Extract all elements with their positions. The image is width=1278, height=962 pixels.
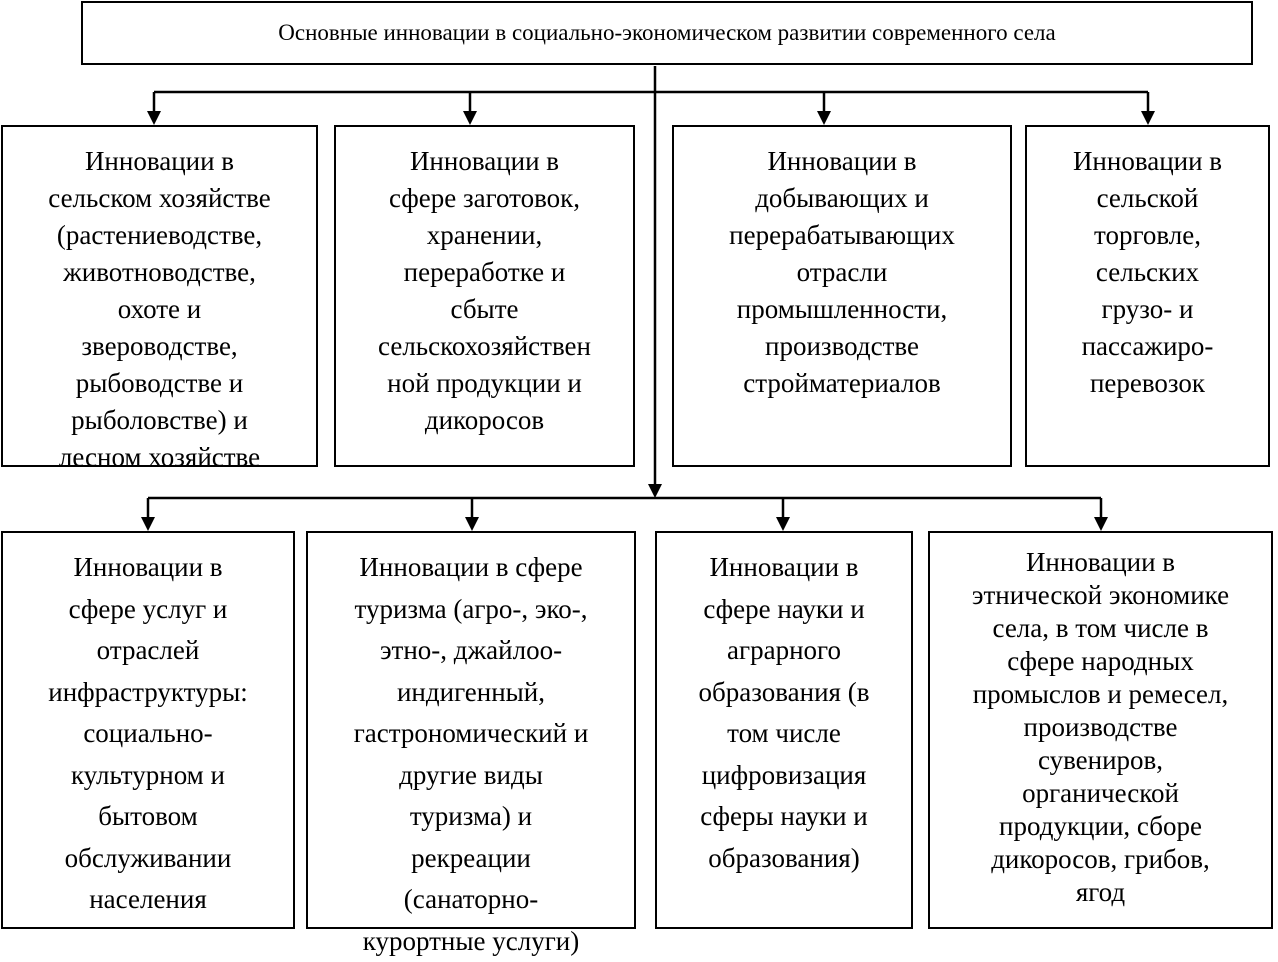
box-line: рыболовстве) и [71,402,248,439]
arrow-head [147,111,161,125]
box-line: Инновации в [85,143,234,180]
box-line: сфере народных [1007,645,1194,678]
box-line: сфере науки и [703,589,864,631]
box-line: сфере услуг и [69,589,228,631]
box-line: перевозок [1090,365,1205,402]
box-line: Инновации в [1073,143,1222,180]
box-science-education [655,531,913,929]
box-line: охоте и [118,291,201,328]
arrow-head [463,111,477,125]
box-line: сувениров, [1038,744,1163,777]
box-line: образования) [708,838,859,880]
box-line: сбыте [451,291,519,328]
box-line: производстве [765,328,919,365]
box-line: Инновации в [410,143,559,180]
box-line: Инновации в [767,143,916,180]
box-line: добывающих и [755,180,929,217]
box-line: (растениеводстве, [57,217,262,254]
box-tourism [306,531,636,929]
box-line: социально- [83,713,212,755]
box-line: села, в том числе в [993,612,1209,645]
box-line: Инновации в [1026,546,1175,579]
arrow-head [1141,111,1155,125]
box-line: том числе [727,713,841,755]
box-line: бытовом [98,796,197,838]
box-line: цифровизация [702,755,867,797]
box-line: дикоросов, грибов, [991,843,1210,876]
arrow-head [817,111,831,125]
box-line: туризма) и [410,796,532,838]
box-line: отраслей [97,630,200,672]
box-line: образования (в [699,672,870,714]
box-line: гастрономический и [354,713,589,755]
box-trade-transport [1025,125,1270,467]
box-line: ягод [1076,876,1125,909]
arrow-head [465,517,479,531]
box-line: перерабатывающих [729,217,955,254]
box-line: этно-, джайлоо- [380,630,562,672]
box-industry [672,125,1012,467]
box-line: ной продукции и [387,365,582,402]
box-line: обслуживании [65,838,232,880]
box-line: промышленности, [737,291,947,328]
box-line: животноводстве, [63,254,256,291]
diagram-title-box [81,1,1253,65]
box-line: Инновации в [709,547,858,589]
box-agriculture [1,125,318,467]
box-line: (санаторно- [404,879,538,921]
box-ethnic-economy [928,531,1273,929]
box-line: переработке и [404,254,566,291]
arrow-head [648,484,662,498]
box-line: этнической экономике [972,579,1229,612]
box-line: стройматериалов [743,365,940,402]
box-line: сферы науки и [700,796,868,838]
box-line: населения [89,879,207,921]
box-line: сфере заготовок, [389,180,580,217]
box-line: индигенный, [397,672,545,714]
box-line: лесном хозяйстве [59,439,260,476]
box-line: дикоросов [425,402,544,439]
box-line: сельском хозяйстве [48,180,271,217]
box-line: продукции, сборе [999,810,1202,843]
box-line: туризма (агро-, эко-, [355,589,588,631]
box-line: сельскохозяйствен [378,328,591,365]
box-line: рекреации [411,838,531,880]
box-line: органической [1022,777,1179,810]
box-line: грузо- и [1102,291,1194,328]
box-line: Инновации в сфере [359,547,582,589]
box-line: другие виды [399,755,543,797]
box-line: хранении, [427,217,543,254]
arrow-head [776,517,790,531]
box-line: рыбоводстве и [76,365,243,402]
box-line: производстве [1024,711,1178,744]
box-line: пассажиро- [1082,328,1214,365]
box-line: сельских [1096,254,1199,291]
box-line: промыслов и ремесел, [973,678,1229,711]
diagram-title: Основные инновации в социально-экономическом развитии современного села [278,20,1055,46]
arrow-head [141,517,155,531]
box-line: торговле, [1094,217,1201,254]
arrow-head [1094,517,1108,531]
box-line: звероводстве, [81,328,237,365]
box-line: инфраструктуры: [48,672,247,714]
box-line: отрасли [797,254,888,291]
box-line: аграрного [727,630,841,672]
box-line: Инновации в [73,547,222,589]
box-procurement [334,125,635,467]
box-line: курортные услуги) [363,921,579,962]
box-line: культурном и [71,755,225,797]
box-line: сельской [1097,180,1199,217]
box-services [1,531,295,929]
